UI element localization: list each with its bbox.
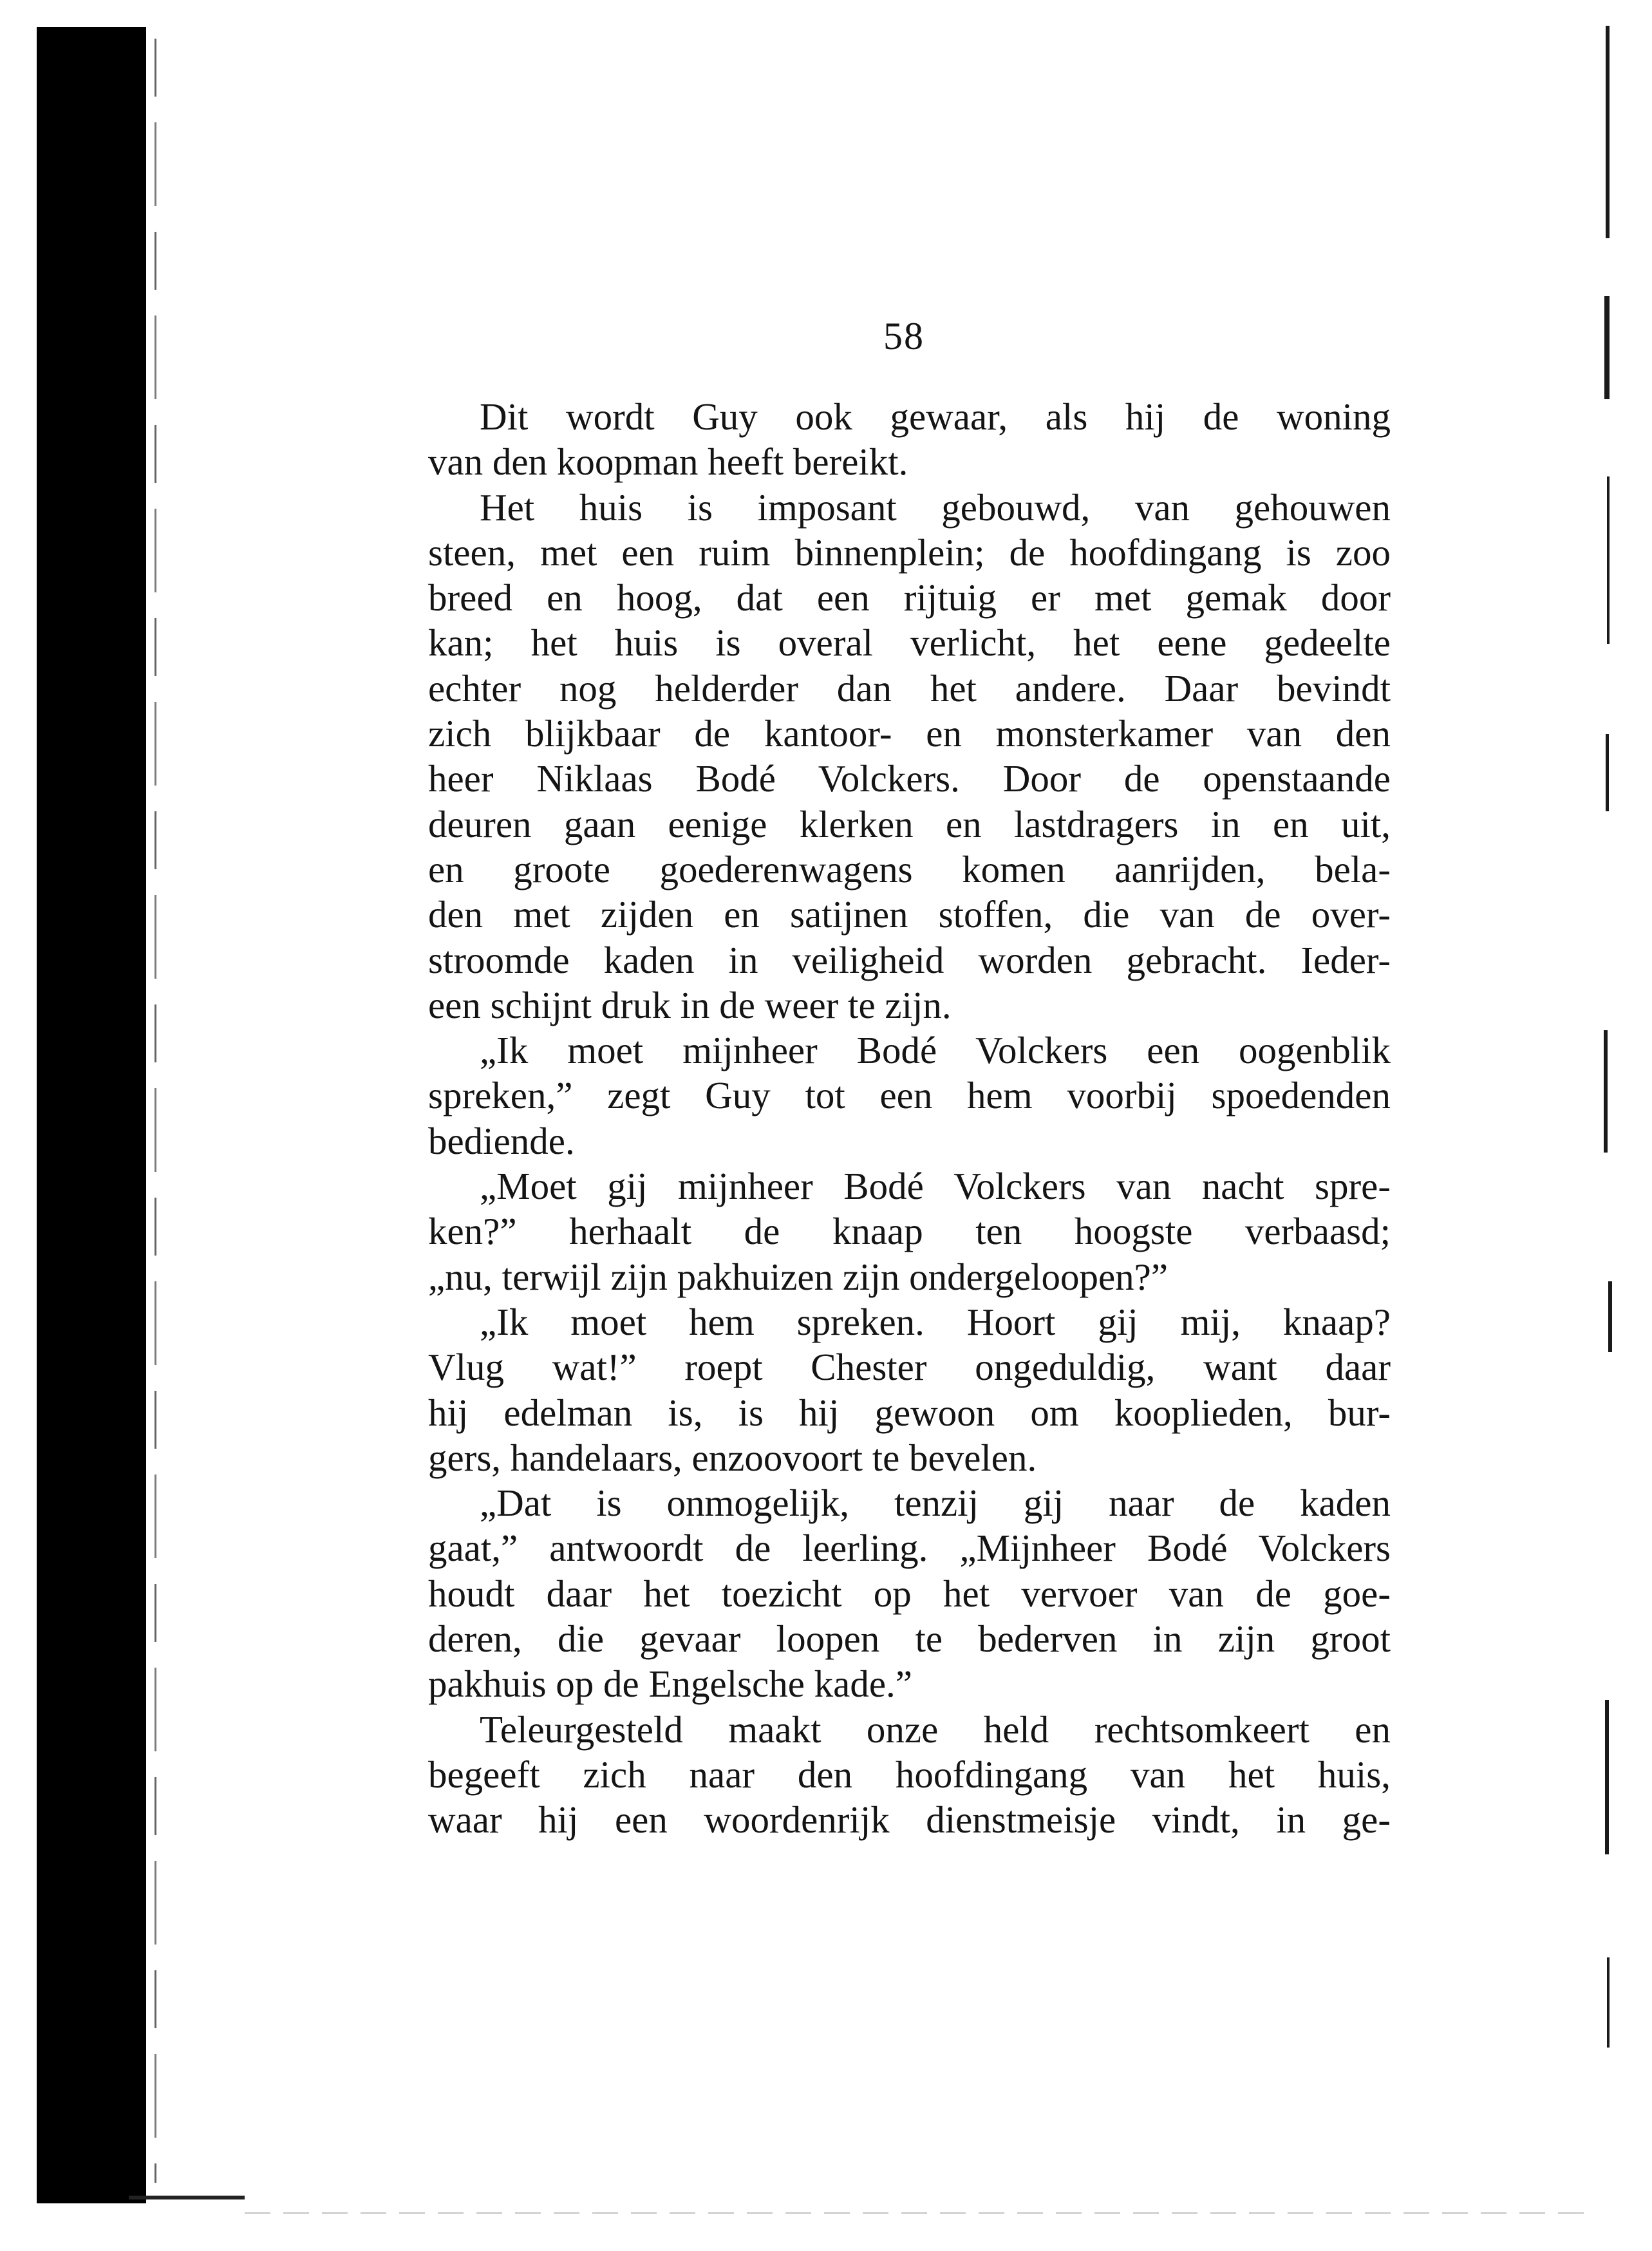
text-line: kan; het huis is overal verlicht, het eene gedeelte [428, 621, 1391, 664]
text-line: gaat,” antwoordt de leerling. „Mijnheer Bodé Volckers [428, 1527, 1391, 1570]
text-line: echter nog helderder dan het andere. Daar bevindt [428, 666, 1391, 710]
text-line: stroomde kaden in veiligheid worden gebracht. Ieder- [428, 938, 1391, 981]
text-line: Teleurgesteld maakt onze held rechtsomkeert en [480, 1708, 1391, 1751]
text-line: van den koopman heeft bereikt. [428, 440, 908, 484]
text-line: „Dat is onmogelijk, tenzij gij naar de kaden [480, 1482, 1391, 1525]
text-line: spreken,” zegt Guy tot een hem voorbij spoedenden [428, 1074, 1391, 1117]
page-number: 58 [883, 315, 925, 357]
scan-binding-shadow [37, 27, 146, 2203]
text-line: pakhuis op de Engelsche kade.” [428, 1662, 912, 1706]
text-line: begeeft zich naar den hoofdingang van het huis, [428, 1753, 1391, 1796]
text-line: hij edelman is, is hij gewoon om kooplieden, bur- [428, 1391, 1391, 1434]
text-line: gers, handelaars, enzoovoort te bevelen. [428, 1436, 1037, 1479]
text-line: den met zijden en satijnen stoffen, die van de over- [428, 893, 1391, 936]
text-line: een schijnt druk in de weer te zijn. [428, 983, 952, 1026]
text-line: waar hij een woordenrijk dienstmeisje vindt, in ge- [428, 1798, 1391, 1841]
text-line: deuren gaan eenige klerken en lastdragers in en uit, [428, 802, 1391, 845]
scan-right-edge [1602, 26, 1621, 2215]
text-line: „nu, terwijl zijn pakhuizen zijn ondergeloopen?” [428, 1255, 1169, 1298]
text-line: breed en hoog, dat een rijtuig er met gemak door [428, 576, 1391, 619]
text-line: bediende. [428, 1119, 575, 1162]
scan-edge-line [155, 39, 156, 2183]
text-line: steen, met een ruim binnenplein; de hoofdingang is zoo [428, 531, 1391, 574]
scan-edge-bottom [129, 2196, 245, 2199]
text-line: ken?” herhaalt de knaap ten hoogste verbaasd; [428, 1210, 1391, 1253]
text-line: zich blijkbaar de kantoor- en monsterkamer van den [428, 712, 1391, 755]
text-line: „Ik moet hem spreken. Hoort gij mij, knaap? [480, 1300, 1391, 1343]
text-line: heer Niklaas Bodé Volckers. Door de openstaande [428, 757, 1391, 800]
text-line: „Moet gij mijnheer Bodé Volckers van nacht spre- [480, 1165, 1391, 1208]
text-line: en groote goederenwagens komen aanrijden, bela- [428, 847, 1391, 890]
text-line: Het huis is imposant gebouwd, van gehouwen [480, 485, 1391, 529]
text-line: Dit wordt Guy ook gewaar, als hij de woning [480, 395, 1391, 438]
text-line: Vlug wat!” roept Chester ongeduldig, want daar [428, 1346, 1391, 1389]
text-line: deren, die gevaar loopen te bederven in zijn groot [428, 1617, 1391, 1661]
text-line: „Ik moet mijnheer Bodé Volckers een oogenblik [480, 1029, 1391, 1072]
scan-bottom-edge [245, 2212, 1597, 2214]
body-text [428, 394, 1391, 1843]
text-line: houdt daar het toezicht op het vervoer van de goe- [428, 1572, 1391, 1615]
